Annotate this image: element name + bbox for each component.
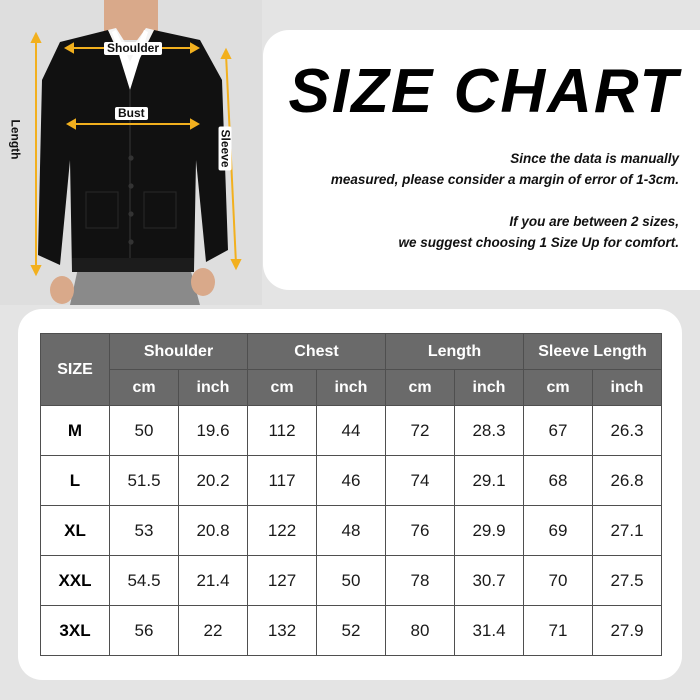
- table-row: [41, 456, 662, 506]
- table-cell: 132: [248, 606, 317, 656]
- size-cell: XL: [41, 506, 110, 556]
- table-row: [41, 606, 662, 656]
- table-cell: 56: [110, 606, 179, 656]
- table-cell: 76: [386, 506, 455, 556]
- table-cell: 68: [524, 456, 593, 506]
- table-cell: 29.1: [455, 456, 524, 506]
- table-group-header-row: [41, 334, 662, 370]
- table-cell: 27.1: [593, 506, 662, 556]
- unit-header: inch: [317, 370, 386, 406]
- note-line: we suggest choosing 1 Size Up for comfort.: [398, 235, 679, 250]
- unit-header: inch: [455, 370, 524, 406]
- table-cell: 71: [524, 606, 593, 656]
- sleeve-label: Sleeve: [219, 126, 232, 170]
- unit-header: cm: [110, 370, 179, 406]
- table-cell: 54.5: [110, 556, 179, 606]
- table-cell: 44: [317, 406, 386, 456]
- table-cell: 70: [524, 556, 593, 606]
- table-cell: 27.5: [593, 556, 662, 606]
- unit-header: cm: [386, 370, 455, 406]
- note-line: Since the data is manually: [510, 151, 679, 166]
- size-cell: 3XL: [41, 606, 110, 656]
- table-cell: 112: [248, 406, 317, 456]
- size-table-card: [18, 309, 682, 680]
- table-cell: 50: [110, 406, 179, 456]
- table-cell: 117: [248, 456, 317, 506]
- size-table: [40, 333, 662, 656]
- size-advice-note: [259, 211, 679, 253]
- group-header-shoulder: Shoulder: [110, 334, 248, 370]
- group-header-length: Length: [386, 334, 524, 370]
- table-cell: 122: [248, 506, 317, 556]
- group-header-chest: Chest: [248, 334, 386, 370]
- table-cell: 69: [524, 506, 593, 556]
- table-cell: 20.8: [179, 506, 248, 556]
- table-cell: 21.4: [179, 556, 248, 606]
- table-cell: 74: [386, 456, 455, 506]
- table-cell: 20.2: [179, 456, 248, 506]
- table-cell: 72: [386, 406, 455, 456]
- table-cell: 27.9: [593, 606, 662, 656]
- length-label: Length: [8, 119, 23, 160]
- table-cell: 46: [317, 456, 386, 506]
- model-figure: [0, 0, 262, 305]
- table-row: [41, 506, 662, 556]
- table-cell: 19.6: [179, 406, 248, 456]
- table-cell: 22: [179, 606, 248, 656]
- table-cell: 48: [317, 506, 386, 556]
- size-cell: M: [41, 406, 110, 456]
- size-cell: L: [41, 456, 110, 506]
- unit-header: cm: [248, 370, 317, 406]
- table-cell: 28.3: [455, 406, 524, 456]
- table-row: [41, 556, 662, 606]
- table-cell: 50: [317, 556, 386, 606]
- info-card: [263, 30, 700, 290]
- unit-header: cm: [524, 370, 593, 406]
- table-cell: 29.9: [455, 506, 524, 556]
- table-cell: 31.4: [455, 606, 524, 656]
- unit-header: inch: [593, 370, 662, 406]
- shoulder-label: Shoulder: [104, 42, 162, 55]
- table-cell: 26.8: [593, 456, 662, 506]
- page-title: SIZE CHART: [288, 57, 680, 126]
- size-cell: XXL: [41, 556, 110, 606]
- note-line: If you are between 2 sizes,: [509, 214, 679, 229]
- unit-header: inch: [179, 370, 248, 406]
- note-line: measured, please consider a margin of error of 1-3cm.: [330, 172, 679, 187]
- table-cell: 26.3: [593, 406, 662, 456]
- table-unit-header-row: [41, 370, 662, 406]
- table-cell: 80: [386, 606, 455, 656]
- table-cell: 30.7: [455, 556, 524, 606]
- table-cell: 52: [317, 606, 386, 656]
- margin-of-error-note: [259, 148, 679, 190]
- table-row: [41, 406, 662, 456]
- table-cell: 51.5: [110, 456, 179, 506]
- table-cell: 127: [248, 556, 317, 606]
- bust-label: Bust: [115, 107, 148, 120]
- group-header-sleeve-length: Sleeve Length: [524, 334, 662, 370]
- table-cell: 78: [386, 556, 455, 606]
- table-cell: 67: [524, 406, 593, 456]
- size-column-header: SIZE: [41, 334, 110, 406]
- table-cell: 53: [110, 506, 179, 556]
